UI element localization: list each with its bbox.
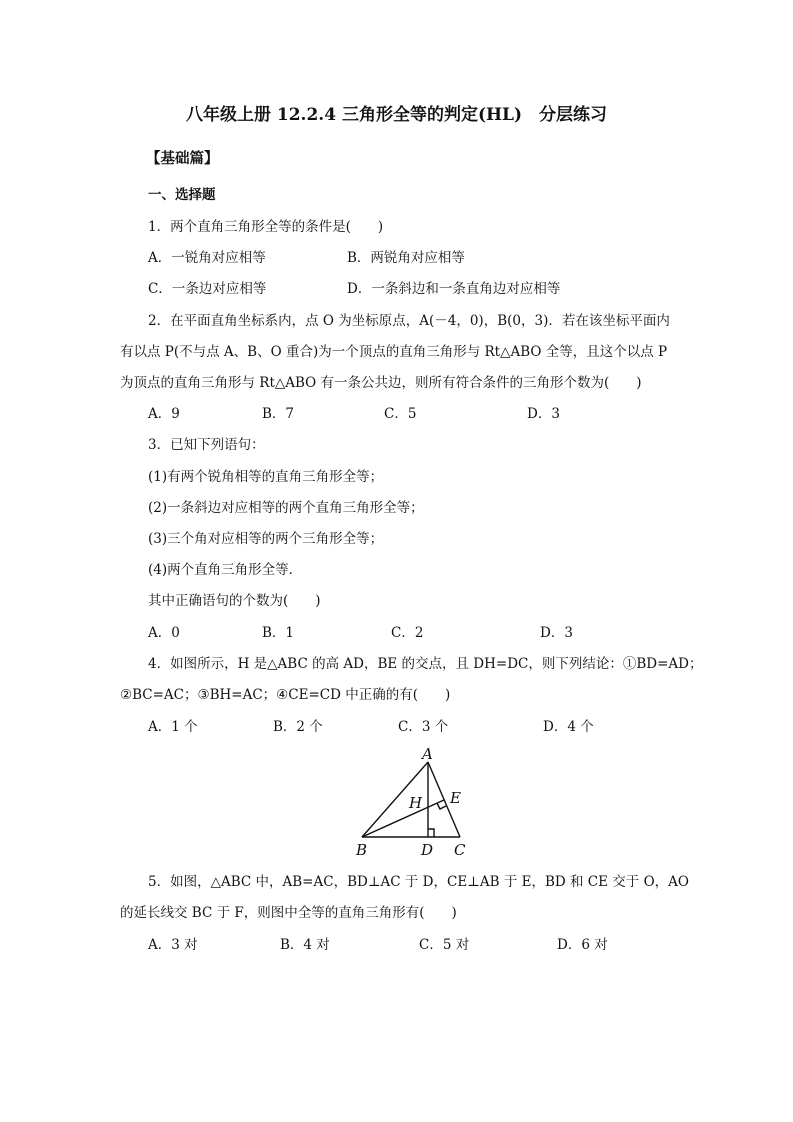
question-2-line-3: 为顶点的直角三角形与 Rt△ABO 有一条公共边，则所有符合条件的三角形个数为( ) bbox=[120, 375, 642, 391]
question-4-option-c: C．3 个 bbox=[398, 719, 449, 735]
question-3-line-1: 3．已知下列语句： bbox=[148, 437, 265, 453]
label-a: A bbox=[422, 745, 433, 763]
label-b: B bbox=[356, 841, 368, 859]
section-heading: 【基础篇】 bbox=[146, 150, 219, 167]
question-4-option-b: B．2 个 bbox=[273, 719, 323, 735]
question-4-option-d: D．4 个 bbox=[543, 719, 594, 735]
question-1-option-c: C．一条边对应相等 bbox=[148, 281, 267, 297]
label-c: C bbox=[454, 841, 466, 859]
part-heading: 一、选择题 bbox=[148, 187, 216, 203]
question-2-option-b: B．7 bbox=[262, 406, 295, 422]
right-angle-mark-d bbox=[428, 829, 434, 837]
label-d: D bbox=[421, 841, 434, 859]
question-2-line-2: 有以点 P(不与点 A、B、O 重合)为一个顶点的直角三角形与 Rt△ABO 全等，且这个以点 P bbox=[120, 344, 668, 360]
question-3-statement-2: (2)一条斜边对应相等的两个直角三角形全等； bbox=[148, 500, 424, 516]
question-2-option-a: A．9 bbox=[148, 406, 180, 422]
question-3-statement-3: (3)三个角对应相等的两个三角形全等； bbox=[148, 531, 384, 547]
question-5-line-2: 的延长线交 BC 于 F，则图中全等的直角三角形有( ) bbox=[120, 905, 457, 921]
right-angle-mark-e bbox=[437, 803, 446, 809]
label-h: H bbox=[409, 794, 423, 812]
question-2-option-d: D．3 bbox=[527, 406, 560, 422]
question-2-line-1: 2．在平面直角坐标系内，点 O 为坐标原点，A(－4，0)，B(0，3)．若在该坐标平面内 bbox=[148, 313, 670, 329]
question-5-option-b: B．4 对 bbox=[280, 937, 330, 953]
question-1-option-d: D．一条斜边和一条直角边对应相等 bbox=[347, 281, 561, 297]
question-3-option-a: A．0 bbox=[148, 625, 180, 641]
question-3-statement-4: (4)两个直角三角形全等． bbox=[148, 562, 303, 578]
question-3-option-d: D．3 bbox=[540, 625, 573, 641]
question-4-line-1: 4．如图所示，H 是△ABC 的高 AD，BE 的交点，且 DH=DC，则下列结论：①BD=AD； bbox=[148, 656, 703, 672]
question-5-option-a: A．3 对 bbox=[148, 937, 198, 953]
label-e: E bbox=[450, 789, 461, 807]
question-3-option-c: C．2 bbox=[391, 625, 424, 641]
question-5-option-d: D．6 对 bbox=[557, 937, 608, 953]
question-3-prompt: 其中正确语句的个数为( ) bbox=[148, 593, 321, 609]
question-3-statement-1: (1)有两个锐角相等的直角三角形全等； bbox=[148, 469, 384, 485]
question-2-option-c: C．5 bbox=[384, 406, 417, 422]
triangle-figure bbox=[350, 745, 480, 865]
question-1-option-b: B．两锐角对应相等 bbox=[347, 250, 465, 266]
question-3-option-b: B．1 bbox=[262, 625, 295, 641]
question-1-option-a: A．一锐角对应相等 bbox=[148, 250, 266, 266]
question-4-line-2: ②BC=AC；③BH=AC；④CE=CD 中正确的有( ) bbox=[120, 687, 451, 703]
question-5-option-c: C．5 对 bbox=[419, 937, 470, 953]
altitude-be bbox=[362, 800, 444, 837]
question-1-text: 1．两个直角三角形全等的条件是( ) bbox=[148, 219, 384, 235]
question-5-line-1: 5．如图，△ABC 中，AB=AC，BD⊥AC 于 D，CE⊥AB 于 E，BD 和 CE 交于 O，AO bbox=[148, 874, 689, 890]
question-4-option-a: A．1 个 bbox=[148, 719, 198, 735]
page-title: 八年级上册 12.2.4 三角形全等的判定(HL) 分层练习 bbox=[185, 105, 608, 125]
